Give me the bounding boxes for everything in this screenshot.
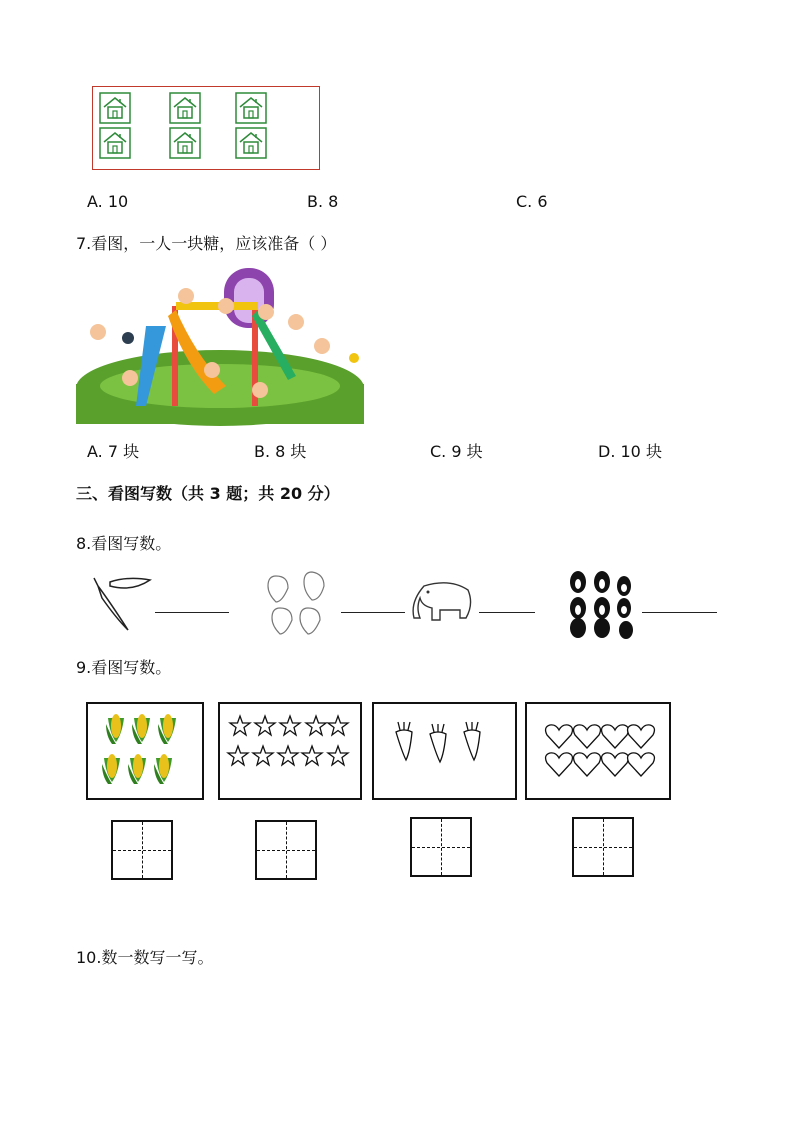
carrot-icon (464, 722, 480, 760)
child-icon (218, 298, 234, 314)
house-icon (100, 128, 130, 158)
q8-answer-line-2[interactable] (341, 612, 405, 613)
q7-option-c[interactable]: C. 9 块 (430, 442, 483, 461)
star-icon (328, 746, 348, 765)
q10-question: 10.数一数写一写。 (76, 948, 214, 967)
corn-icon (106, 714, 124, 744)
strawberry-icon (262, 566, 334, 638)
corn-icon (128, 754, 146, 784)
heart-picture-box (525, 702, 671, 800)
q9-answer-grid-3[interactable] (410, 817, 472, 877)
q8-question: 8.看图写数。 (76, 534, 172, 553)
q6-option-b[interactable]: B. 8 (307, 192, 339, 211)
corn-picture-box (86, 702, 204, 800)
star-icon (306, 716, 326, 735)
child-icon (90, 324, 106, 340)
corn-icon (132, 714, 150, 744)
child-icon (252, 382, 268, 398)
elephant-icon (410, 578, 476, 626)
heart-icon (574, 753, 601, 776)
carrot-icon (396, 722, 412, 760)
star-icon (278, 746, 298, 765)
heart-icon (602, 725, 629, 748)
child-icon (204, 362, 220, 378)
heart-icon (628, 753, 655, 776)
section-title: 三、看图写数（共 3 题；共 20 分） (76, 484, 340, 503)
corn-icon (154, 754, 172, 784)
star-icon (228, 746, 248, 765)
corn-icon (102, 754, 120, 784)
star-icon (280, 716, 300, 735)
q8-answer-line-1[interactable] (155, 612, 229, 613)
q7-option-b[interactable]: B. 8 块 (254, 442, 307, 461)
q9-answer-grid-4[interactable] (572, 817, 634, 877)
child-icon (122, 370, 138, 386)
child-icon (258, 304, 274, 320)
star-picture-box (218, 702, 362, 800)
q6-option-c[interactable]: C. 6 (516, 192, 548, 211)
child-icon (288, 314, 304, 330)
heart-icon (546, 725, 573, 748)
ball-icon (122, 332, 134, 344)
pepper-icon (88, 574, 152, 632)
q7-question: 7.看图，一人一块糖，应该准备（ ） (76, 234, 337, 253)
corn-icon (158, 714, 176, 744)
child-icon (178, 288, 194, 304)
heart-icon (546, 753, 573, 776)
q9-answer-grid-1[interactable] (111, 820, 173, 880)
house-icon (100, 93, 130, 123)
playground-picture (76, 266, 364, 426)
star-icon (255, 716, 275, 735)
star-icon (302, 746, 322, 765)
q9-question: 9.看图写数。 (76, 658, 172, 677)
carrot-picture-box (372, 702, 517, 800)
carrot-icon (430, 724, 446, 762)
heart-icon (574, 725, 601, 748)
house-icon (236, 93, 266, 123)
house-icon (236, 128, 266, 158)
child-icon (314, 338, 330, 354)
q9-answer-grid-2[interactable] (255, 820, 317, 880)
star-icon (328, 716, 348, 735)
heart-icon (602, 753, 629, 776)
house-icon (170, 128, 200, 158)
heart-icon (628, 725, 655, 748)
q6-option-a[interactable]: A. 10 (87, 192, 129, 211)
star-icon (253, 746, 273, 765)
q8-answer-line-4[interactable] (642, 612, 717, 613)
houses-picture-frame (92, 86, 320, 170)
q8-answer-line-3[interactable] (479, 612, 535, 613)
q7-option-d[interactable]: D. 10 块 (598, 442, 662, 461)
q7-option-a[interactable]: A. 7 块 (87, 442, 140, 461)
houses-picture (93, 87, 321, 171)
house-icon (170, 93, 200, 123)
penguin-icon (564, 568, 638, 640)
star-icon (230, 716, 250, 735)
